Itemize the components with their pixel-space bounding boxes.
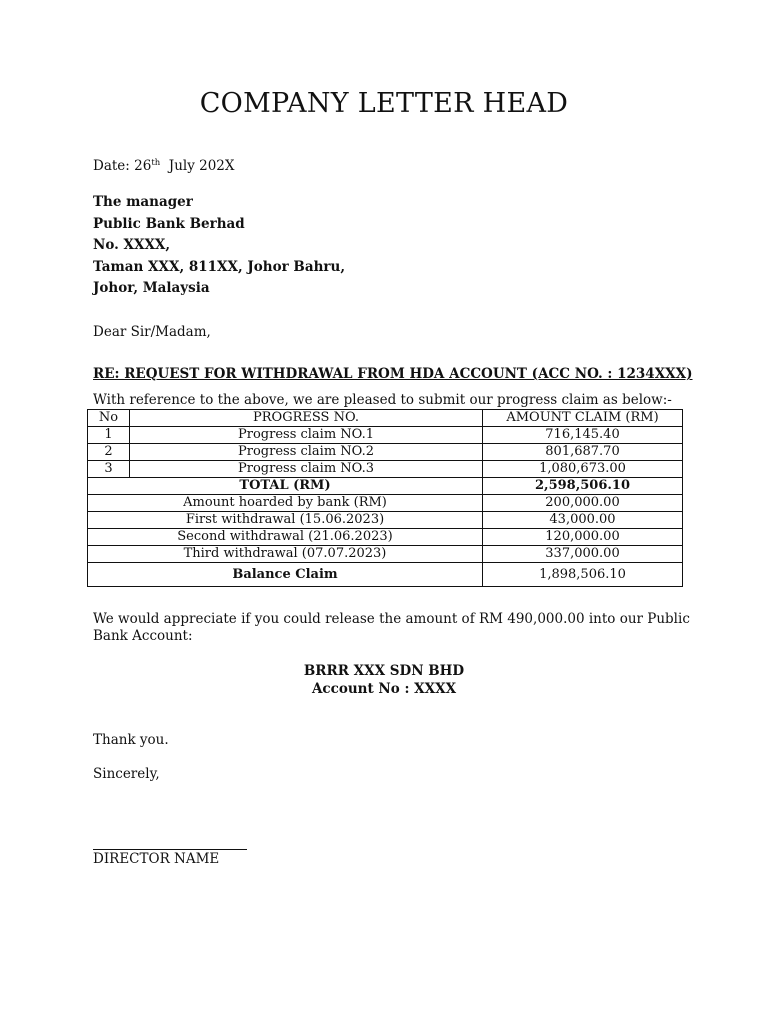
balance-amount: 1,898,506.10	[483, 563, 683, 587]
deduction-amount: 337,000.00	[483, 546, 683, 563]
date-prefix: Date: 26	[93, 158, 152, 174]
deduction-row	[88, 546, 683, 563]
intro-paragraph: With reference to the above, we are pleased to submit our progress claim as below:-	[93, 392, 672, 408]
total-amount: 2,598,506.10	[483, 478, 683, 495]
thank-you: Thank you.	[93, 732, 169, 748]
row-amount: 1,080,673.00	[483, 461, 683, 478]
letter-head-title: COMPANY LETTER HEAD	[199, 88, 569, 119]
deduction-label: First withdrawal (15.06.2023)	[88, 512, 483, 529]
deduction-row	[88, 512, 683, 529]
release-request-paragraph: We would appreciate if you could release the amount of RM 490,000.00 into our Public Bank Account:	[93, 611, 690, 644]
progress-claim-table	[87, 409, 683, 587]
recipient-line: The manager	[93, 194, 193, 210]
signatory-name: DIRECTOR NAME	[93, 851, 220, 867]
deduction-amount: 43,000.00	[483, 512, 683, 529]
subject-line: RE: REQUEST FOR WITHDRAWAL FROM HDA ACCOUNT (ACC NO. : 1234XXX)	[93, 366, 693, 382]
recipient-line: Johor, Malaysia	[93, 280, 210, 296]
balance-label: Balance Claim	[88, 563, 483, 587]
row-number: 1	[88, 427, 130, 444]
greeting: Dear Sir/Madam,	[93, 324, 211, 340]
signature-line	[93, 849, 247, 850]
deduction-amount: 120,000.00	[483, 529, 683, 546]
table-row	[88, 427, 683, 444]
date-ordinal: th	[151, 158, 161, 168]
date-rest: July 202X	[160, 158, 235, 174]
row-description: Progress claim NO.1	[130, 427, 483, 444]
bank-account-block	[0, 662, 768, 698]
letter-date	[93, 158, 235, 174]
total-row	[88, 478, 683, 495]
deduction-row	[88, 495, 683, 512]
row-amount: 801,687.70	[483, 444, 683, 461]
deduction-label: Second withdrawal (21.06.2023)	[88, 529, 483, 546]
account-number: Account No : XXXX	[311, 681, 457, 697]
row-number: 2	[88, 444, 130, 461]
table-header-row	[88, 410, 683, 427]
row-number: 3	[88, 461, 130, 478]
row-description: Progress claim NO.3	[130, 461, 483, 478]
deduction-row	[88, 529, 683, 546]
balance-row	[88, 563, 683, 587]
total-label: TOTAL (RM)	[88, 478, 483, 495]
account-name: BRRR XXX SDN BHD	[303, 663, 465, 679]
row-amount: 716,145.40	[483, 427, 683, 444]
table-row	[88, 444, 683, 461]
deduction-label: Third withdrawal (07.07.2023)	[88, 546, 483, 563]
header-cell: AMOUNT CLAIM (RM)	[483, 410, 683, 427]
recipient-line: No. XXXX,	[93, 237, 171, 253]
table-row	[88, 461, 683, 478]
recipient-line: Public Bank Berhad	[93, 215, 245, 232]
row-description: Progress claim NO.2	[130, 444, 483, 461]
recipient-line: Taman XXX, 811XX, Johor Bahru,	[93, 258, 346, 275]
deduction-amount: 200,000.00	[483, 495, 683, 512]
closing: Sincerely,	[93, 766, 160, 782]
deduction-label: Amount hoarded by bank (RM)	[88, 495, 483, 512]
recipient-address	[93, 192, 345, 300]
header-cell: PROGRESS NO.	[130, 410, 483, 427]
header-cell: No	[88, 410, 130, 427]
